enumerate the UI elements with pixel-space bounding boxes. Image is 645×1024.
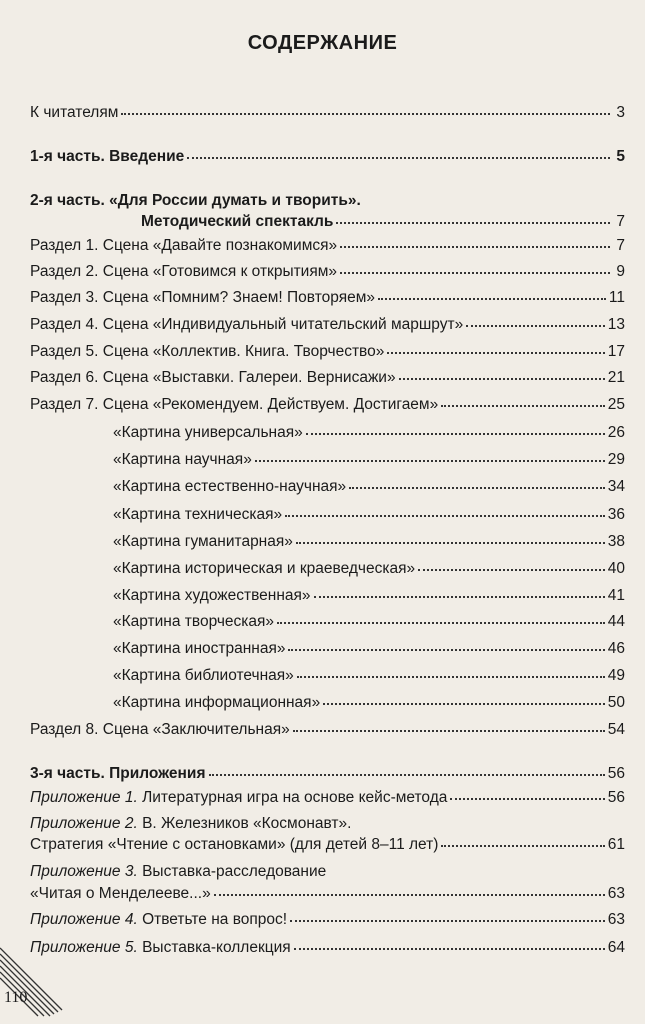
toc-entry [30, 720, 625, 740]
toc-entry [113, 586, 625, 606]
toc-entry-line1 [30, 814, 351, 834]
toc-entry [30, 884, 625, 904]
toc-entry-line1: 2-я часть. «Для России думать и творить». [30, 192, 361, 209]
toc-entry [30, 315, 625, 335]
toc-leader [323, 699, 605, 705]
toc-leader [314, 592, 605, 598]
toc-leader [294, 944, 605, 950]
toc-leader [285, 511, 605, 517]
toc-entry-text: Раздел 8. Сцена «Заключительная» [30, 721, 290, 738]
toc-entry-text [30, 788, 447, 808]
appendix-title: Ответьте на вопрос! [137, 911, 288, 928]
toc-entry-line1 [30, 862, 326, 882]
toc-entry [141, 212, 625, 232]
appendix-label: Приложение 2. [30, 815, 138, 832]
toc-entry-text: «Картина техническая» [113, 506, 283, 523]
toc-entry [30, 910, 625, 930]
toc-entry-text: «Картина гуманитарная» [113, 533, 293, 550]
toc-entry-text: Методический спектакль [141, 213, 334, 230]
toc-leader [450, 794, 604, 800]
toc-entry-text: Стратегия «Чтение с остановками» (для детей 8–11 лет) [30, 836, 439, 853]
toc-leader [349, 483, 605, 489]
toc-page: 13 [607, 316, 625, 333]
page-title: СОДЕРЖАНИЕ [247, 32, 398, 54]
toc-leader [296, 538, 605, 544]
toc-leader [378, 294, 606, 300]
toc-page: 49 [607, 667, 625, 684]
toc-entry-text: «Картина библиотечная» [113, 667, 294, 684]
appendix-label: Приложение 5. [30, 939, 138, 956]
toc-page: 54 [607, 721, 625, 738]
toc-page: 44 [607, 613, 625, 630]
toc-entry [30, 236, 625, 256]
toc-leader [288, 645, 604, 651]
toc-entry [30, 342, 625, 362]
toc-page: 46 [607, 640, 625, 657]
toc-page: 5 [616, 148, 625, 165]
toc-entry [113, 666, 625, 686]
toc-entry-text: Раздел 5. Сцена «Коллектив. Книга. Творчество» [30, 343, 385, 360]
toc-leader [214, 890, 605, 896]
toc-page: 40 [607, 560, 625, 577]
toc-page: 11 [608, 289, 625, 306]
toc-page: 25 [607, 396, 625, 413]
appendix-label: Приложение 1. [30, 789, 138, 806]
toc-entry-text: Раздел 6. Сцена «Выставки. Галереи. Вернисажи» [30, 369, 396, 386]
toc-page: 17 [607, 343, 625, 360]
toc-leader [293, 726, 605, 732]
toc-leader [387, 348, 604, 354]
toc-entry-text [30, 910, 287, 930]
toc-entry [30, 764, 625, 784]
appendix-title: Выставка-коллекция [137, 939, 291, 956]
toc-entry-text: «Картина творческая» [113, 613, 275, 630]
toc-page: 9 [616, 263, 625, 280]
toc-leader [340, 268, 610, 274]
toc-entry-text: «Картина иностранная» [113, 640, 286, 657]
toc-leader [290, 916, 605, 922]
toc-entry [113, 693, 625, 713]
toc-page: 7 [616, 213, 625, 230]
toc-leader [418, 565, 605, 571]
toc-leader [441, 401, 605, 407]
toc-page: 61 [607, 836, 625, 853]
toc-entry-text: «Картина художественная» [113, 587, 311, 604]
toc-page: 63 [607, 911, 625, 928]
toc-page: 63 [607, 885, 625, 902]
toc-page: 50 [607, 694, 625, 711]
toc-page: 38 [607, 533, 625, 550]
toc-entry [30, 395, 625, 415]
toc-leader [297, 672, 605, 678]
toc-page: 21 [607, 369, 625, 386]
toc-page: 41 [607, 587, 625, 604]
toc-entry [113, 532, 625, 552]
toc-entry-text: «Картина историческая и краеведческая» [113, 560, 416, 577]
toc-entry [30, 835, 625, 855]
appendix-label: Приложение 3. [30, 863, 138, 880]
toc-page: 34 [607, 478, 625, 495]
appendix-title: В. Железников «Космонавт». [137, 815, 352, 832]
toc-entry [113, 505, 625, 525]
toc-leader [121, 109, 610, 115]
toc-page: 26 [607, 424, 625, 441]
toc-page: 56 [607, 789, 625, 806]
toc-entry [113, 450, 625, 470]
appendix-title: Выставка-расследование [137, 863, 327, 880]
toc-entry [30, 147, 625, 167]
toc-entry [30, 262, 625, 282]
toc-entry [113, 612, 625, 632]
toc-entry [30, 938, 625, 958]
toc-entry [113, 423, 625, 443]
toc-entry-text: Раздел 3. Сцена «Помним? Знаем! Повторяем» [30, 289, 375, 306]
toc-leader [277, 618, 605, 624]
page-number: 110 [4, 989, 28, 1006]
toc-entry-text: «Картина информационная» [113, 694, 321, 711]
toc-entry-text: «Картина естественно-научная» [113, 478, 347, 495]
appendix-title: Литературная игра на основе кейс-метода [137, 789, 448, 806]
toc-entry [113, 559, 625, 579]
toc-leader [255, 456, 605, 462]
toc-page: 64 [607, 939, 625, 956]
toc-entry-text: Раздел 1. Сцена «Давайте познакомимся» [30, 237, 338, 254]
toc-entry [113, 477, 625, 497]
toc-leader [209, 770, 605, 776]
toc-entry-text: «Картина универсальная» [113, 424, 303, 441]
toc-entry-text: «Читая о Менделееве...» [30, 885, 211, 902]
toc-leader [187, 153, 610, 159]
toc-entry [113, 639, 625, 659]
toc-page: 29 [607, 451, 625, 468]
appendix-label: Приложение 4. [30, 911, 138, 928]
toc-entry-text: 1-я часть. Введение [30, 148, 185, 165]
toc-page: 3 [616, 104, 625, 121]
toc-leader [340, 242, 610, 248]
toc-entry [30, 288, 625, 308]
toc-leader [441, 841, 604, 847]
toc-entry-text: Раздел 4. Сцена «Индивидуальный читательский маршрут» [30, 316, 464, 333]
toc-entry-text: Раздел 2. Сцена «Готовимся к открытиям» [30, 263, 338, 280]
toc-entry-text: «Картина научная» [113, 451, 252, 468]
toc-leader [336, 218, 610, 224]
toc-leader [466, 321, 605, 327]
toc-page: 7 [616, 237, 625, 254]
toc-entry-text: Раздел 7. Сцена «Рекомендуем. Действуем. Достигаем» [30, 396, 439, 413]
toc-leader [306, 429, 605, 435]
toc-entry [30, 103, 625, 123]
toc-entry-text: К читателям [30, 104, 119, 121]
toc-entry [30, 368, 625, 388]
toc-leader [399, 374, 605, 380]
toc-entry-text: 3-я часть. Приложения [30, 765, 206, 782]
toc-page: 36 [607, 506, 625, 523]
toc-page: 56 [607, 765, 625, 782]
toc-entry [30, 788, 625, 808]
